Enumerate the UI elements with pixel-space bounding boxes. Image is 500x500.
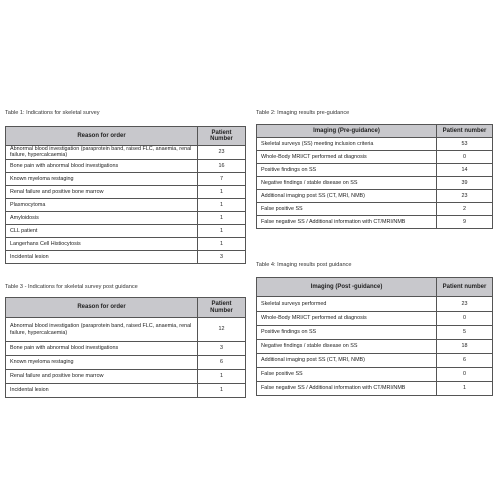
table-row bbox=[6, 356, 246, 370]
table-row bbox=[6, 370, 246, 384]
row-value-cell: 6 bbox=[437, 354, 493, 368]
table-row bbox=[6, 146, 246, 160]
row-label-cell: CLL patient bbox=[6, 224, 198, 237]
row-label-cell: Skeletal surveys performed bbox=[257, 297, 437, 312]
row-label-cell: Whole-Body MRI/CT performed at diagnosis bbox=[257, 312, 437, 326]
row-label-cell: Positive findings on SS bbox=[257, 164, 437, 177]
row-label-cell: Additional imaging post SS (CT, MRI, NMB) bbox=[257, 354, 437, 368]
column-header-label: Reason for order bbox=[6, 298, 198, 318]
column-header-count: Patient number bbox=[437, 278, 493, 297]
row-label-cell: Skeletal surveys (SS) meeting inclusion criteria bbox=[257, 138, 437, 151]
row-label-cell: Negative findings / stable disease on SS bbox=[257, 177, 437, 190]
row-value-cell: 23 bbox=[437, 190, 493, 203]
row-value-cell: 1 bbox=[198, 224, 246, 237]
row-label-cell: Abnormal blood investigation (paraprotein band, raised FLC, anaemia, renal failure, hypercalcaemia) bbox=[6, 318, 198, 342]
table-row bbox=[257, 151, 493, 164]
row-label-cell: Abnormal blood investigation (paraprotein band, raised FLC, anaemia, renal failure, hypercalcaemia) bbox=[6, 146, 198, 160]
row-label-cell: Amyloidosis bbox=[6, 211, 198, 224]
table-row bbox=[257, 312, 493, 326]
table-row bbox=[6, 172, 246, 185]
row-value-cell: 0 bbox=[437, 368, 493, 382]
row-value-cell: 39 bbox=[437, 177, 493, 190]
row-label-cell: Incidental lesion bbox=[6, 384, 198, 398]
row-label-cell: Renal failure and positive bone marrow bbox=[6, 185, 198, 198]
table-row bbox=[6, 237, 246, 250]
table-row bbox=[257, 368, 493, 382]
table2 bbox=[256, 124, 493, 229]
row-label-cell: False positive SS bbox=[257, 203, 437, 216]
table-row bbox=[257, 203, 493, 216]
table3-header-row bbox=[6, 298, 246, 318]
row-value-cell: 1 bbox=[198, 185, 246, 198]
row-value-cell: 53 bbox=[437, 138, 493, 151]
row-value-cell: 1 bbox=[198, 237, 246, 250]
table-row bbox=[6, 342, 246, 356]
column-header-label: Reason for order bbox=[6, 127, 198, 146]
row-value-cell: 23 bbox=[437, 297, 493, 312]
row-label-cell: Whole-Body MRI/CT performed at diagnosis bbox=[257, 151, 437, 164]
table-row bbox=[257, 177, 493, 190]
row-value-cell: 23 bbox=[198, 146, 246, 160]
row-value-cell: 16 bbox=[198, 159, 246, 172]
table4-caption: Table 4: Imaging results post guidance bbox=[256, 262, 352, 268]
table-row bbox=[257, 216, 493, 229]
row-value-cell: 3 bbox=[198, 342, 246, 356]
row-label-cell: Positive findings on SS bbox=[257, 326, 437, 340]
table3 bbox=[5, 297, 246, 398]
table-row bbox=[257, 164, 493, 177]
row-label-cell: Negative findings / stable disease on SS bbox=[257, 340, 437, 354]
row-label-cell: Bone pain with abnormal blood investigations bbox=[6, 342, 198, 356]
column-header-label: Imaging (Post -guidance) bbox=[257, 278, 437, 297]
table-row bbox=[257, 138, 493, 151]
row-value-cell: 0 bbox=[437, 312, 493, 326]
row-value-cell: 2 bbox=[437, 203, 493, 216]
row-value-cell: 7 bbox=[198, 172, 246, 185]
row-value-cell: 0 bbox=[437, 151, 493, 164]
row-value-cell: 12 bbox=[198, 318, 246, 342]
row-value-cell: 6 bbox=[198, 356, 246, 370]
table-row bbox=[6, 198, 246, 211]
column-header-count: Patient number bbox=[437, 125, 493, 138]
table-row bbox=[257, 297, 493, 312]
table-row bbox=[6, 250, 246, 263]
row-value-cell: 1 bbox=[437, 382, 493, 396]
table-row bbox=[257, 340, 493, 354]
column-header-count: Patient Number bbox=[198, 298, 246, 318]
table-row bbox=[6, 224, 246, 237]
row-label-cell: False negative SS / Additional information with CT/MRI/NMB bbox=[257, 382, 437, 396]
row-label-cell: Known myeloma restaging bbox=[6, 172, 198, 185]
row-value-cell: 1 bbox=[198, 384, 246, 398]
row-value-cell: 14 bbox=[437, 164, 493, 177]
row-value-cell: 1 bbox=[198, 198, 246, 211]
table1 bbox=[5, 126, 246, 264]
table-row bbox=[257, 190, 493, 203]
table4 bbox=[256, 277, 493, 396]
table-row bbox=[6, 318, 246, 342]
row-label-cell: False negative SS / Additional information with CT/MRI/NMB bbox=[257, 216, 437, 229]
row-value-cell: 9 bbox=[437, 216, 493, 229]
row-label-cell: Bone pain with abnormal blood investigations bbox=[6, 159, 198, 172]
table1-caption: Table 1: Indications for skeletal survey bbox=[5, 110, 100, 116]
column-header-label: Imaging (Pre-guidance) bbox=[257, 125, 437, 138]
row-label-cell: Renal failure and positive bone marrow bbox=[6, 370, 198, 384]
row-label-cell: Known myeloma restaging bbox=[6, 356, 198, 370]
table3-caption: Table 3 - Indications for skeletal survey post guidance bbox=[5, 284, 138, 290]
table-row bbox=[257, 382, 493, 396]
row-value-cell: 1 bbox=[198, 370, 246, 384]
table-row bbox=[6, 211, 246, 224]
table-row bbox=[6, 159, 246, 172]
row-label-cell: Plasmocytoma bbox=[6, 198, 198, 211]
row-label-cell: Incidental lesion bbox=[6, 250, 198, 263]
row-label-cell: Additional imaging post SS (CT, MRI, NMB) bbox=[257, 190, 437, 203]
table2-header-row bbox=[257, 125, 493, 138]
table2-caption: Table 2: Imaging results pre-guidance bbox=[256, 110, 350, 116]
table-row bbox=[6, 384, 246, 398]
table-row bbox=[257, 354, 493, 368]
table-row bbox=[6, 185, 246, 198]
row-value-cell: 1 bbox=[198, 211, 246, 224]
table4-header-row bbox=[257, 278, 493, 297]
row-value-cell: 5 bbox=[437, 326, 493, 340]
row-label-cell: Langerhans Cell Histiocytosis bbox=[6, 237, 198, 250]
row-label-cell: False positive SS bbox=[257, 368, 437, 382]
row-value-cell: 3 bbox=[198, 250, 246, 263]
column-header-count: Patient Number bbox=[198, 127, 246, 146]
row-value-cell: 18 bbox=[437, 340, 493, 354]
table-row bbox=[257, 326, 493, 340]
table1-header-row bbox=[6, 127, 246, 146]
